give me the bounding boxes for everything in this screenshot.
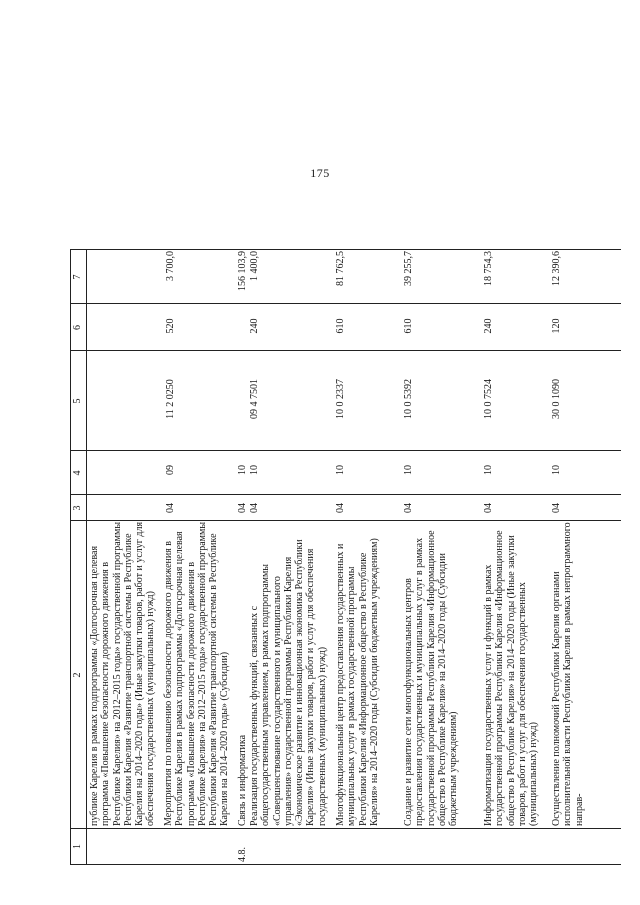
- table-cell-amount: 3 700,0: [165, 251, 176, 281]
- table-row-text: Реализация государственных функций, связанных с общегосударственным управлением, в рамках подпрограммы «Совершенствование государственного и муниципального управления» государственной программы Республики Карелия «Экономическое развитие и инновационная экономика Республики Карелия» (Иные закупки товаров, работ и услуг для обеспечения государственных (муниципальных) нужд): [249, 539, 328, 826]
- table-cell-section: 04: [335, 503, 346, 513]
- col-divider: [71, 249, 621, 250]
- table-row-text: Мероприятия по повышению безопасности дорожного движения в Республике Карелия в рамках подпрограммы «Долгосрочная целевая программа «Повышение безопасности дорожного движения в Республике Карелия» на 2012–2015 годы» государственной программы Республики Карелия «Развитие транспортной системы в Республике Карелия на 2014–2020 годы» (Субсидии): [163, 521, 231, 826]
- table-cell-subsection: 10: [403, 465, 414, 475]
- table-row-text: Осуществление полномочий Республики Карелия органами исполнительной власти Республики Карелия в рамках непрограммного направ-: [551, 522, 585, 826]
- table-cell-amount: 156 103,9: [237, 251, 248, 291]
- table-grid: [70, 249, 621, 865]
- table-cell-target: 30 0 1090: [551, 379, 562, 419]
- table-cell-target: 10 0 5392: [403, 379, 414, 419]
- col-divider: [71, 450, 621, 451]
- table-cell-target: 10 0 7524: [483, 379, 494, 419]
- table-cell-type: 120: [551, 318, 562, 334]
- table-cell-section: 04: [249, 503, 260, 513]
- col-divider: [71, 828, 621, 829]
- header-col-2: 2: [72, 672, 83, 678]
- budget-table: [70, 250, 620, 865]
- table-row-text: публике Карелия в рамках подпрограммы «Долгосрочная целевая программа «Повышение безопасности дорожного движения в Республике Карелия» на 2012–2015 годы» государственной программы Республики Карелия «Развитие транспортной системы в Республике Карелия на 2014–2020 годы» (Иные закупки товаров, работ и услуг для обеспечения государственных (муниципальных) нужд): [89, 521, 157, 826]
- table-cell-type: 610: [335, 318, 346, 334]
- table-cell-section: 04: [237, 503, 248, 513]
- header-divider: [86, 249, 87, 864]
- table-cell-type: 610: [403, 318, 414, 334]
- table-cell-target: 10 0 2337: [335, 379, 346, 419]
- header-col-6: 6: [72, 325, 83, 330]
- table-cell-amount: 39 255,7: [403, 251, 414, 286]
- table-cell-type: 240: [249, 318, 260, 334]
- table-cell-type: 240: [483, 318, 494, 334]
- table-cell-subsection: 10: [483, 465, 494, 475]
- table-cell-target: 11 2 0250: [165, 379, 176, 419]
- header-col-3: 3: [72, 505, 83, 511]
- table-cell-amount: 12 390,6: [551, 251, 562, 286]
- table-cell-amount: 81 762,5: [335, 251, 346, 286]
- col-divider: [71, 494, 621, 495]
- page-number: 175: [310, 166, 330, 180]
- table-cell-subsection: 10: [335, 465, 346, 475]
- table-cell-target: 09 4 7501: [249, 379, 260, 419]
- table-cell-subsection: 09: [165, 465, 176, 475]
- table-cell-section: 04: [483, 503, 494, 513]
- header-col-7: 7: [72, 274, 83, 280]
- header-col-4: 4: [72, 470, 83, 476]
- table-cell-subsection: 10: [249, 465, 260, 475]
- table-cell-section: 04: [403, 503, 414, 513]
- table-row-text: Создание и развитие сети многофункциональных центров предоставления государственных и муниципальных услуг в рамках государственной программы Республики Карелия «Информационное общество в Республике Карелия» на 2014–2020 годы (Субсидии бюджетным учреждениям): [403, 530, 460, 826]
- table-cell-amount: 18 754,3: [483, 251, 494, 286]
- table-cell-section: 04: [165, 503, 176, 513]
- table-row-text: Многофункциональный центр предоставления государственных и муниципальных услуг в рамках государственной программы Республики Карелия «Информационное общество в Республике Карелия» на 2014–2020 годы (Субсидии бюджетным учреждениям): [335, 538, 380, 826]
- header-col-1: 1: [72, 844, 83, 849]
- table-row-text: Информатизация государственных услуг и функций в рамках государственной программы Республики Карелия «Информационное общество в Республике Карелия» на 2014–2020 годы (Иные закупки товаров, работ и услуг для обеспечения государственных (муниципальных) нужд): [483, 530, 540, 826]
- table-row-text: Связь и информатика: [237, 734, 248, 826]
- table-cell-type: 520: [165, 318, 176, 334]
- table-cell-subsection: 10: [237, 465, 248, 475]
- table-row-number: 4.8.: [237, 847, 248, 862]
- header-col-5: 5: [72, 398, 83, 404]
- table-cell-section: 04: [551, 503, 562, 513]
- table-cell-amount: 1 400,0: [249, 251, 260, 281]
- table-cell-subsection: 10: [551, 465, 562, 475]
- col-divider: [71, 350, 621, 351]
